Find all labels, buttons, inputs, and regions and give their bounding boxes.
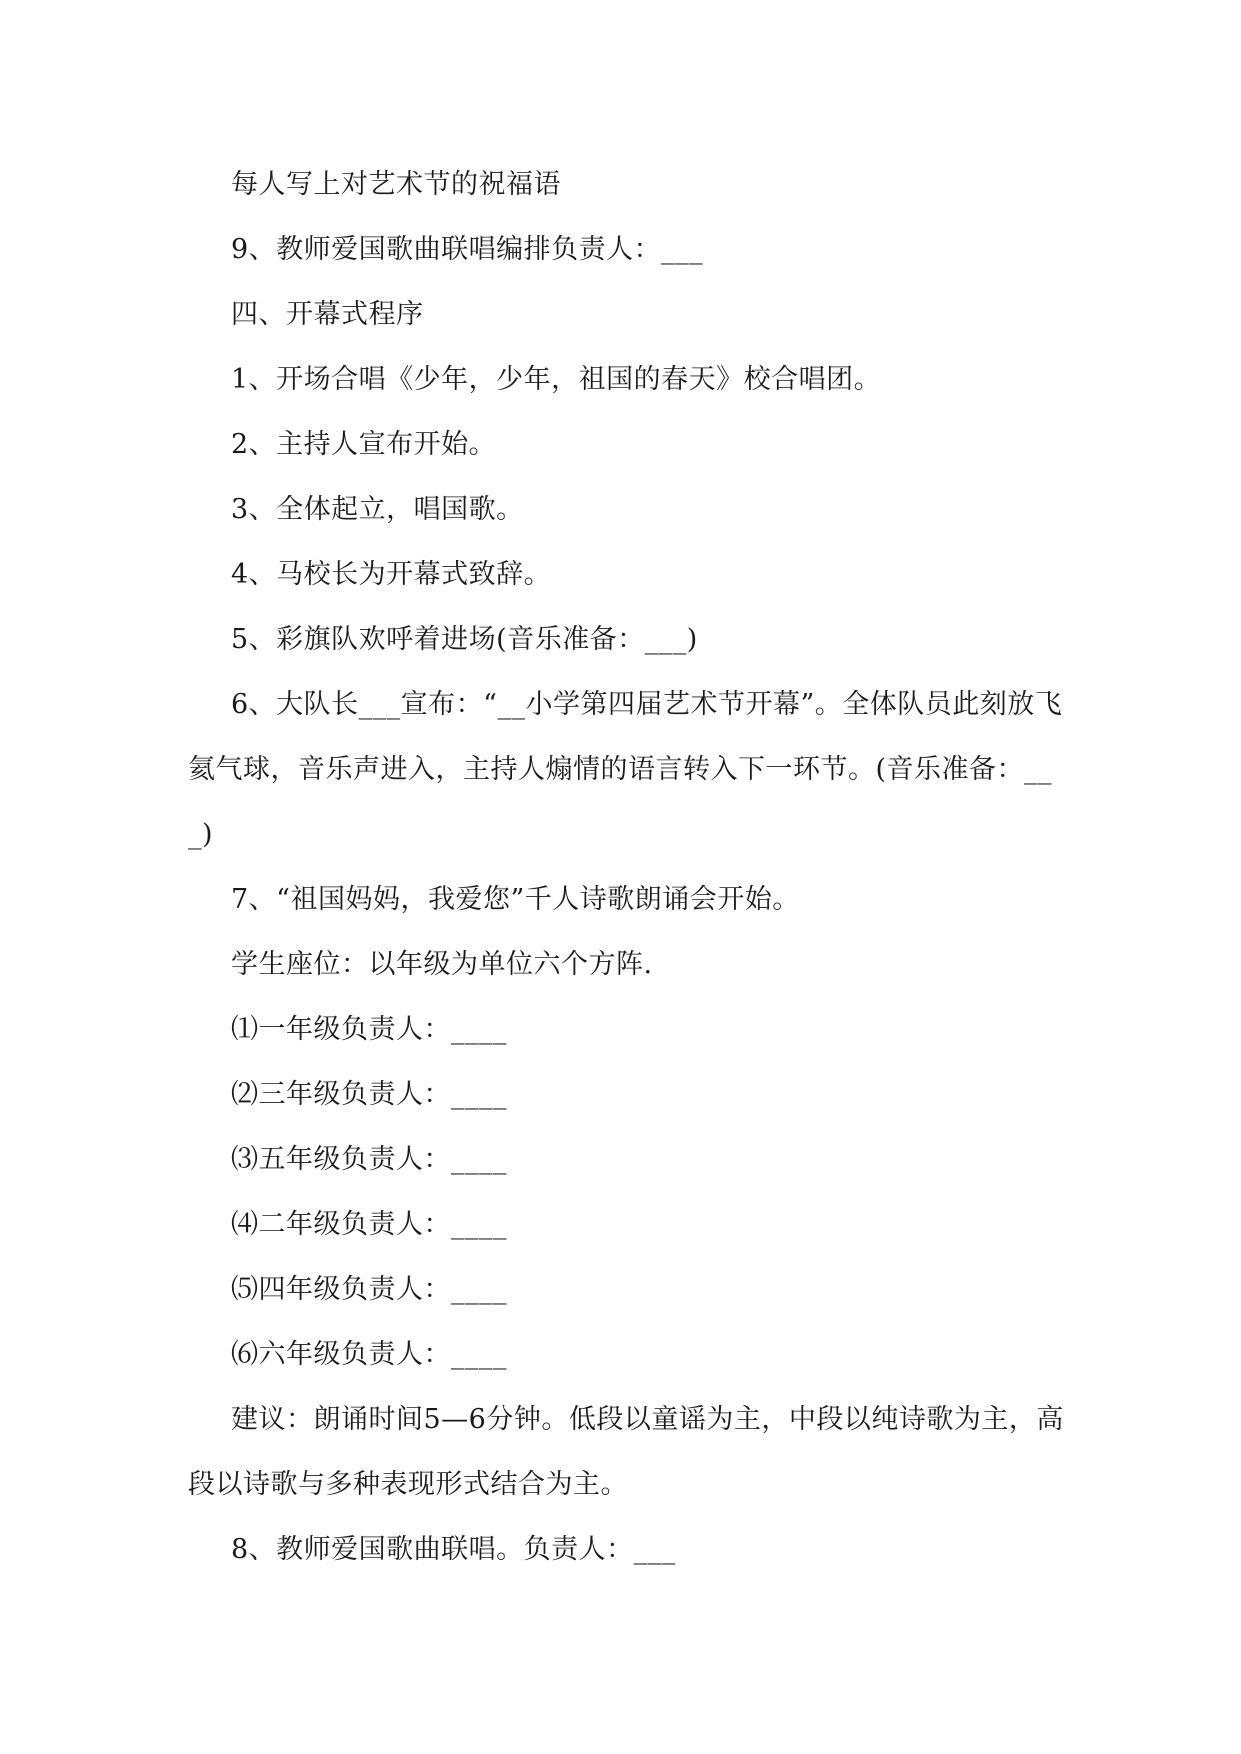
list-item: ⑹六年级负责人：____	[231, 1339, 507, 1370]
paragraph: 2、主持人宣布开始。	[231, 429, 497, 460]
paragraph: 3、全体起立，唱国歌。	[231, 494, 524, 525]
paragraph: 学生座位：以年级为单位六个方阵.	[231, 949, 653, 980]
document-body	[188, 152, 1068, 1582]
paragraph: 5、彩旗队欢呼着进场(音乐准备：___)	[231, 624, 698, 655]
list-item: ⑸四年级负责人：____	[231, 1274, 507, 1305]
section-heading: 四、开幕式程序	[231, 299, 424, 330]
list-item: ⑶五年级负责人：____	[231, 1144, 507, 1175]
paragraph: 9、教师爱国歌曲联唱编排负责人：___	[231, 234, 704, 265]
paragraph: 7、“祖国妈妈，我爱您”千人诗歌朗诵会开始。	[231, 884, 800, 915]
paragraph: 8、教师爱国歌曲联唱。负责人：___	[231, 1534, 676, 1565]
paragraph: 6、大队长___宣布：“__小学第四届艺术节开幕”。全体队员此刻放飞氦气球，音乐声进入，主持人煽情的语言转入下一环节。(音乐准备：___)	[188, 689, 1063, 850]
list-item: ⑴一年级负责人：____	[231, 1014, 507, 1045]
list-item: ⑵三年级负责人：____	[231, 1079, 507, 1110]
paragraph: 建议：朗诵时间5—6分钟。低段以童谣为主，中段以纯诗歌为主，高段以诗歌与多种表现形式结合为主。	[188, 1404, 1064, 1500]
paragraph: 1、开场合唱《少年，少年，祖国的春天》校合唱团。	[231, 364, 882, 395]
paragraph: 每人写上对艺术节的祝福语	[231, 169, 561, 200]
paragraph: 4、马校长为开幕式致辞。	[231, 559, 552, 590]
list-item: ⑷二年级负责人：____	[231, 1209, 507, 1240]
